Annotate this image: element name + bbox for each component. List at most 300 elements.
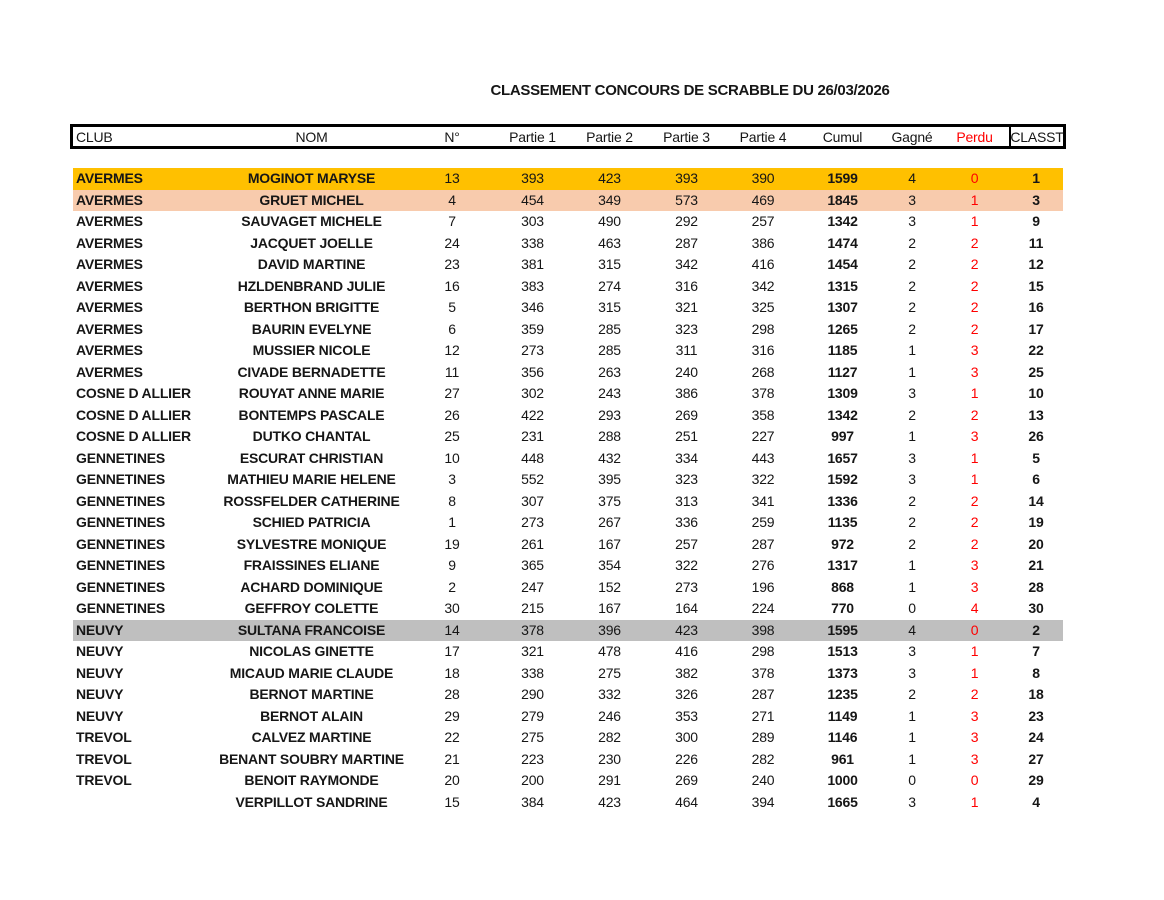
cell-p1: 321 [521,643,544,659]
cell-gagne: 3 [908,793,916,810]
cell-nom: MICAUD MARIE CLAUDE [229,664,394,681]
cell-cumul: 1000 [827,772,858,788]
cell-gagne: 2 [908,535,916,552]
cell-p2: 285 [598,320,621,337]
cell-p3: 386 [675,385,698,401]
cell-num: 20 [444,772,460,788]
cell-p4: 443 [751,449,775,466]
cell-club: NEUVY [76,707,124,724]
cell-classt: 26 [1028,428,1044,444]
cell-gagne: 1 [908,578,916,595]
cell-p3: 300 [675,729,698,745]
cell-perdu: 2 [970,320,979,337]
cell-club: AVERMES [76,191,143,208]
cell-p4: 386 [751,234,775,251]
cell-p1: 302 [521,385,544,401]
cell-p2: 349 [598,191,621,208]
cell-p1: 215 [521,600,544,616]
cell-p4: 298 [751,643,775,659]
cell-perdu: 0 [970,772,979,788]
cell-perdu: 0 [970,621,979,638]
cell-cumul: 770 [831,600,854,616]
cell-club: GENNETINES [76,492,166,509]
cell-num: 3 [448,471,456,487]
cell-cumul: 1317 [827,557,858,573]
cell-p3: 416 [675,643,698,659]
cell-classt: 12 [1028,256,1044,272]
table-header [70,124,1066,149]
cell-p4: 282 [751,750,775,767]
cell-nom: VERPILLOT SANDRINE [235,793,388,810]
cell-perdu: 1 [970,385,979,401]
cell-club: AVERMES [76,170,143,186]
cell-gagne: 3 [908,471,916,487]
cell-classt: 13 [1028,406,1044,423]
cell-p3: 311 [675,342,698,358]
cell-p2: 285 [598,342,621,358]
table-body [73,168,1063,813]
cell-classt: 20 [1028,535,1044,552]
cell-club: TREVOL [76,750,132,767]
cell-club: AVERMES [76,277,143,294]
table-row [73,340,1063,362]
cell-num: 26 [444,406,460,423]
cell-p3: 292 [675,213,698,229]
cell-nom: SAUVAGET MICHELE [241,213,382,229]
cell-club: GENNETINES [76,600,166,616]
cell-p1: 393 [521,170,544,186]
cell-classt: 11 [1028,234,1044,251]
cell-club: AVERMES [76,234,143,251]
cell-cumul: 1135 [827,514,858,530]
cell-classt: 4 [1032,793,1040,810]
cell-p3: 326 [675,686,698,702]
cell-p4: 394 [751,793,775,810]
cell-perdu: 1 [970,471,979,487]
cell-p2: 332 [598,686,621,702]
cell-gagne: 3 [908,191,916,208]
cell-p3: 316 [675,277,698,294]
cell-classt: 18 [1028,686,1044,702]
cell-p3: 226 [675,750,698,767]
cell-gagne: 1 [908,363,916,380]
cell-cumul: 1149 [827,707,858,724]
column-header-perdu: Perdu [956,128,993,145]
cell-gagne: 3 [908,385,916,401]
cell-nom: GRUET MICHEL [259,191,364,208]
cell-nom: ESCURAT CHRISTIAN [239,449,384,466]
cell-p4: 390 [751,170,775,186]
cell-num: 29 [444,707,460,724]
cell-p2: 463 [598,234,621,251]
table-row [73,319,1063,341]
cell-classt: 29 [1028,772,1044,788]
cell-num: 12 [444,342,460,358]
cell-p3: 382 [675,664,698,681]
cell-perdu: 2 [970,514,979,530]
cell-perdu: 2 [970,492,979,509]
cell-nom: CALVEZ MARTINE [251,729,372,745]
table-row [73,168,1063,190]
cell-perdu: 2 [970,299,979,315]
cell-num: 11 [444,363,460,380]
cell-club: COSNE D ALLIER [76,406,191,423]
cell-p1: 275 [521,729,544,745]
cell-club: COSNE D ALLIER [76,385,191,401]
cell-p2: 432 [598,449,621,466]
cell-p4: 276 [751,557,775,573]
cell-p4: 358 [751,406,775,423]
cell-p2: 396 [598,621,621,638]
cell-club: GENNETINES [76,471,166,487]
cell-cumul: 972 [831,535,854,552]
cell-num: 14 [444,621,460,638]
cell-gagne: 1 [908,428,916,444]
cell-p3: 464 [675,793,698,810]
table-row [73,770,1063,792]
cell-perdu: 2 [970,256,979,272]
cell-p1: 279 [521,707,544,724]
cell-perdu: 1 [970,793,979,810]
cell-p4: 325 [751,299,775,315]
cell-p4: 196 [751,578,775,595]
cell-gagne: 2 [908,406,916,423]
cell-club: NEUVY [76,621,124,638]
cell-p4: 416 [751,256,775,272]
cell-num: 19 [444,535,460,552]
cell-classt: 21 [1028,557,1044,573]
cell-p1: 231 [521,428,544,444]
cell-p1: 273 [521,514,544,530]
cell-classt: 23 [1028,707,1044,724]
cell-gagne: 1 [908,750,916,767]
column-header-p4: Partie 4 [739,128,787,145]
table-row [73,534,1063,556]
cell-p1: 454 [521,191,544,208]
cell-p1: 247 [521,578,544,595]
cell-perdu: 3 [970,729,979,745]
cell-p4: 469 [751,191,775,208]
cell-num: 10 [444,449,460,466]
cell-nom: ACHARD DOMINIQUE [240,578,383,595]
cell-p3: 240 [675,363,698,380]
cell-classt: 10 [1028,385,1044,401]
cell-club: TREVOL [76,772,132,788]
cell-num: 24 [444,234,460,251]
cell-club: AVERMES [76,342,143,358]
cell-club: COSNE D ALLIER [76,428,191,444]
cell-p3: 273 [675,578,698,595]
cell-cumul: 1235 [827,686,858,702]
cell-perdu: 3 [970,428,979,444]
cell-p2: 167 [598,535,621,552]
cell-p4: 259 [751,514,775,530]
cell-p1: 378 [521,621,544,638]
cell-club: NEUVY [76,664,124,681]
cell-cumul: 1454 [827,256,858,272]
cell-perdu: 1 [970,664,979,681]
cell-p2: 375 [598,492,621,509]
table-row [73,405,1063,427]
cell-p4: 342 [751,277,775,294]
table-row [73,792,1063,814]
cell-num: 21 [444,750,460,767]
cell-cumul: 1665 [827,793,858,810]
cell-p1: 448 [521,449,544,466]
cell-cumul: 1474 [827,234,858,251]
cell-classt: 17 [1028,320,1044,337]
cell-perdu: 2 [970,406,979,423]
cell-perdu: 2 [970,535,979,552]
cell-cumul: 1373 [827,664,858,681]
cell-p4: 268 [751,363,775,380]
cell-classt: 22 [1028,342,1044,358]
table-row [73,383,1063,405]
cell-p1: 359 [521,320,544,337]
cell-gagne: 3 [908,643,916,659]
cell-gagne: 4 [908,621,916,638]
cell-p2: 490 [598,213,621,229]
cell-perdu: 2 [970,234,979,251]
cell-gagne: 2 [908,234,916,251]
cell-cumul: 1657 [827,449,858,466]
cell-num: 7 [448,213,456,229]
cell-gagne: 4 [908,170,916,186]
cell-num: 5 [448,299,456,315]
cell-nom: BERNOT ALAIN [260,707,363,724]
cell-p4: 271 [751,707,775,724]
cell-gagne: 0 [908,600,916,616]
table-row [73,641,1063,663]
cell-p3: 322 [675,557,698,573]
cell-cumul: 1315 [827,277,858,294]
cell-p4: 224 [751,600,775,616]
table-row [73,469,1063,491]
table-row [73,211,1063,233]
cell-p1: 338 [521,664,544,681]
cell-nom: ROSSFELDER CATHERINE [223,492,400,509]
cell-p4: 298 [751,320,775,337]
cell-classt: 15 [1028,277,1044,294]
cell-p4: 287 [751,535,775,552]
cell-club: AVERMES [76,256,143,272]
column-header-p1: Partie 1 [509,128,556,145]
cell-nom: BAURIN EVELYNE [251,320,372,337]
cell-cumul: 961 [831,750,854,767]
cell-p3: 393 [675,170,698,186]
cell-p3: 164 [675,600,698,616]
cell-p3: 287 [675,234,698,251]
cell-cumul: 1595 [827,621,858,638]
cell-classt: 24 [1028,729,1044,745]
cell-nom: HZLDENBRAND JULIE [237,277,386,294]
cell-nom: CIVADE BERNADETTE [237,363,386,380]
cell-p2: 152 [598,578,621,595]
table-row [73,749,1063,771]
cell-nom: JACQUET JOELLE [250,234,373,251]
cell-nom: MUSSIER NICOLE [252,342,371,358]
cell-nom: SULTANA FRANCOISE [237,621,386,638]
cell-p2: 275 [598,664,621,681]
cell-classt: 25 [1028,363,1044,380]
cell-classt: 27 [1028,750,1044,767]
cell-cumul: 1592 [827,471,858,487]
cell-gagne: 3 [908,664,916,681]
cell-cumul: 1336 [827,492,858,509]
cell-num: 15 [444,793,460,810]
cell-nom: MOGINOT MARYSE [247,170,376,186]
cell-club: GENNETINES [76,557,166,573]
cell-classt: 6 [1032,471,1040,487]
cell-p3: 257 [675,535,698,552]
table-row [73,684,1063,706]
cell-num: 16 [444,277,460,294]
cell-num: 27 [444,385,460,401]
cell-gagne: 3 [908,449,916,466]
cell-num: 6 [448,320,456,337]
cell-club: GENNETINES [76,514,166,530]
cell-gagne: 2 [908,277,916,294]
column-header-gagne: Gagné [891,128,933,145]
cell-perdu: 1 [970,449,979,466]
cell-club: GENNETINES [76,578,166,595]
cell-club: NEUVY [76,686,124,702]
cell-p2: 293 [598,406,621,423]
cell-classt: 28 [1028,578,1044,595]
cell-p1: 261 [521,535,544,552]
cell-num: 23 [444,256,460,272]
cell-p3: 573 [675,191,698,208]
cell-club: AVERMES [76,213,143,229]
cell-nom: DAVID MARTINE [257,256,366,272]
cell-p1: 200 [521,772,544,788]
cell-num: 1 [448,514,456,530]
cell-p1: 381 [521,256,544,272]
cell-p2: 230 [598,750,621,767]
cell-cumul: 997 [831,428,854,444]
cell-p3: 336 [675,514,698,530]
cell-cumul: 1265 [827,320,858,337]
cell-p3: 321 [675,299,698,315]
cell-num: 17 [444,643,460,659]
cell-classt: 5 [1032,449,1040,466]
cell-p2: 354 [598,557,621,573]
table-row [73,706,1063,728]
cell-nom: NICOLAS GINETTE [249,643,374,659]
cell-p2: 167 [598,600,621,616]
cell-gagne: 2 [908,514,916,530]
table-row [73,448,1063,470]
cell-nom: SCHIED PATRICIA [252,514,371,530]
table-row [73,727,1063,749]
cell-perdu: 3 [970,578,979,595]
table-row [73,555,1063,577]
cell-p2: 395 [598,471,621,487]
column-header-p3: Partie 3 [663,128,710,145]
cell-cumul: 1127 [827,363,858,380]
cell-p3: 323 [675,471,698,487]
cell-num: 2 [448,578,456,595]
table-row [73,254,1063,276]
cell-club: AVERMES [76,363,143,380]
cell-p1: 223 [521,750,544,767]
cell-club: NEUVY [76,643,124,659]
cell-nom: ROUYAT ANNE MARIE [238,385,385,401]
cell-nom: BONTEMPS PASCALE [238,406,385,423]
table-row [73,620,1063,642]
cell-nom: SYLVESTRE MONIQUE [236,535,387,552]
cell-p3: 251 [675,428,698,444]
cell-perdu: 4 [970,600,979,616]
page-title: CLASSEMENT CONCOURS DE SCRABBLE DU 26/03/2026 [490,82,890,99]
cell-p3: 353 [675,707,698,724]
cell-cumul: 1309 [827,385,858,401]
cell-p2: 423 [598,793,621,810]
cell-nom: BENOIT RAYMONDE [244,772,379,788]
cell-nom: BERTHON BRIGITTE [243,299,380,315]
cell-p1: 422 [521,406,544,423]
cell-nom: BERNOT MARTINE [249,686,374,702]
cell-num: 28 [444,686,460,702]
cell-classt: 8 [1032,664,1040,681]
table-row [73,190,1063,212]
cell-perdu: 2 [970,277,979,294]
cell-p4: 398 [751,621,775,638]
table-row [73,491,1063,513]
cell-classt: 7 [1032,643,1040,659]
cell-gagne: 2 [908,492,916,509]
table-row [73,426,1063,448]
cell-gagne: 1 [908,342,916,358]
column-header-cumul: Cumul [822,128,863,145]
cell-p4: 287 [751,686,775,702]
cell-classt: 3 [1032,191,1040,208]
cell-num: 18 [444,664,460,681]
cell-p1: 383 [521,277,544,294]
cell-cumul: 1513 [827,643,858,659]
cell-perdu: 2 [970,686,979,702]
cell-p2: 246 [598,707,621,724]
cell-p2: 315 [598,256,621,272]
cell-classt: 1 [1032,170,1040,186]
cell-p4: 316 [751,342,775,358]
cell-gagne: 1 [908,729,916,745]
column-header-p2: Partie 2 [586,128,633,145]
cell-gagne: 2 [908,320,916,337]
cell-p1: 384 [521,793,544,810]
cell-cumul: 1342 [827,406,858,423]
cell-club: GENNETINES [76,535,166,552]
cell-num: 13 [444,170,460,186]
cell-p1: 356 [521,363,544,380]
cell-classt: 2 [1032,621,1040,638]
cell-p4: 322 [751,471,775,487]
cell-num: 8 [448,492,456,509]
cell-p1: 303 [521,213,544,229]
cell-p2: 423 [598,170,621,186]
cell-p3: 342 [675,256,698,272]
cell-p3: 323 [675,320,698,337]
cell-p4: 227 [751,428,775,444]
cell-p2: 288 [598,428,621,444]
table-row [73,663,1063,685]
cell-classt: 30 [1028,600,1044,616]
cell-p4: 378 [751,664,775,681]
cell-p4: 378 [751,385,775,401]
cell-club: AVERMES [76,320,143,337]
cell-cumul: 868 [831,578,854,595]
cell-p2: 267 [598,514,621,530]
